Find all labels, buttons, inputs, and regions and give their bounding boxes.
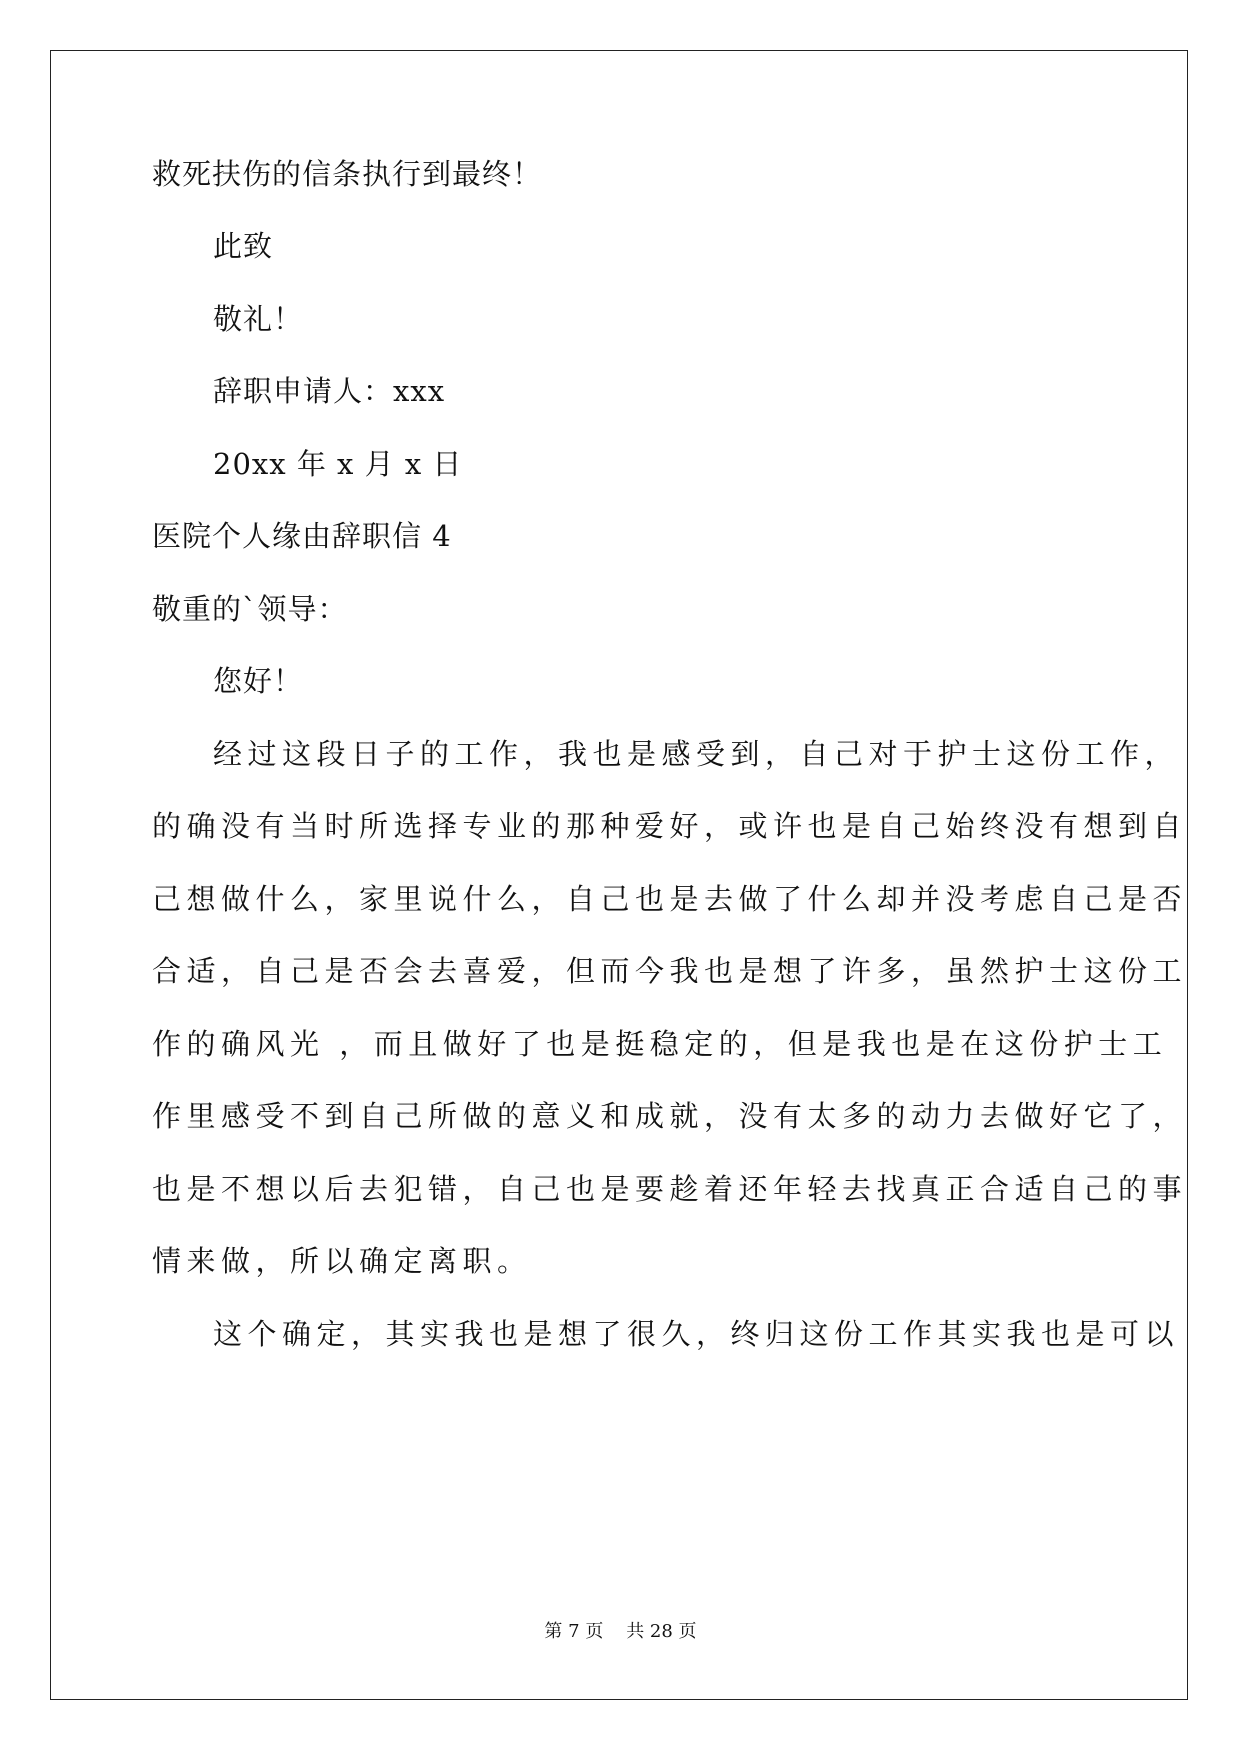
closing-jing-li: 敬礼！ (213, 302, 304, 336)
body-line-1: 经过这段日子的工作，我也是感受到，自己对于护士这份工作， (213, 737, 1180, 771)
signature-date: 20xx 年 x 月 x 日 (213, 447, 463, 481)
page-border (50, 50, 1188, 1700)
greeting: 您好！ (213, 664, 304, 698)
body-line-2: 的确没有当时所选择专业的那种爱好，或许也是自己始终没有想到自 (152, 809, 1188, 843)
body-line-6: 作里感受不到自己所做的意义和成就，没有太多的动力去做好它了， (152, 1099, 1188, 1133)
body-line-7: 也是不想以后去犯错，自己也是要趁着还年轻去找真正合适自己的事 (152, 1172, 1188, 1206)
salutation: 敬重的`领导： (152, 592, 348, 626)
body-line-9: 这个确定，其实我也是想了很久，终归这份工作其实我也是可以 (213, 1317, 1180, 1351)
text-line-1: 救死扶伤的信条执行到最终！ (152, 157, 543, 191)
section-title: 医院个人缘由辞职信 4 (152, 519, 452, 553)
closing-ci-zhi: 此致 (213, 229, 274, 263)
body-line-3: 己想做什么，家里说什么，自己也是去做了什么却并没考虑自己是否 (152, 882, 1188, 916)
body-line-8: 情来做，所以确定离职。 (152, 1244, 532, 1278)
body-line-5: 作的确风光 ，而且做好了也是挺稳定的，但是我也是在这份护士工 (152, 1027, 1168, 1061)
page-number-footer: 第 7 页 共 28 页 (544, 1621, 697, 1642)
body-line-4: 合适，自己是否会去喜爱，但而今我也是想了许多，虽然护士这份工 (152, 954, 1188, 988)
applicant-signature: 辞职申请人：xxx (213, 374, 446, 408)
